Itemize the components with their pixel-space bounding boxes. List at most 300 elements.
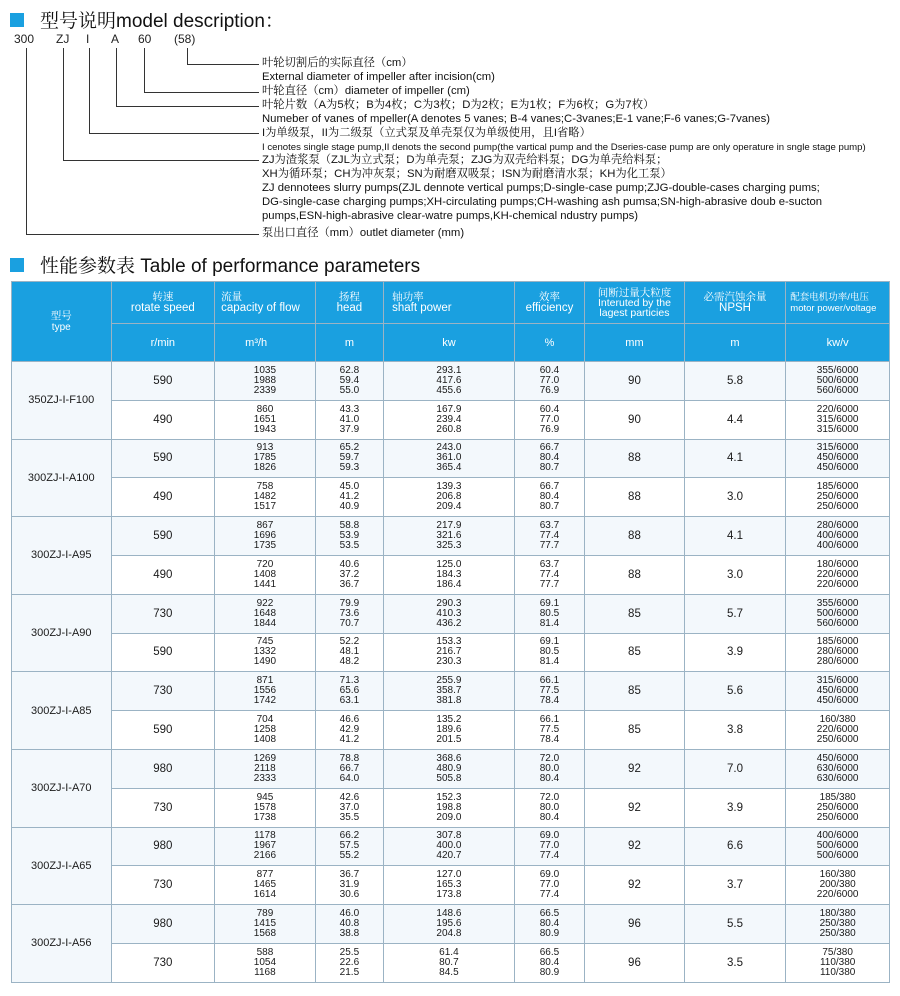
head-cell (315, 633, 383, 672)
cell-value: 365.4 (436, 462, 462, 474)
cell-value: 80.7 (439, 956, 459, 968)
cell-value: 204.8 (436, 928, 462, 940)
cell-value: 243.0 (436, 442, 462, 454)
unit-motor: kw/v (786, 324, 890, 362)
connector-line (187, 48, 188, 64)
cell-value: 37.9 (339, 423, 360, 435)
cell-value: 41.2 (339, 491, 360, 503)
unit-head: m (315, 324, 383, 362)
table-row (12, 439, 890, 478)
connector-line (116, 48, 117, 106)
cell-value: 42.9 (339, 724, 360, 736)
cell-value: 148.6 (436, 908, 462, 920)
cell-value: 52.2 (339, 636, 360, 648)
cell-value: 80.0 (539, 762, 560, 774)
table-row (12, 594, 890, 633)
cell-value: 2118 (254, 762, 276, 774)
square-bullet-icon (10, 13, 24, 27)
cell-value: 81.4 (539, 617, 560, 629)
efficiency-cell (514, 594, 584, 633)
motor-cell (786, 594, 890, 633)
cell-value: 290.3 (436, 597, 462, 609)
connector-line (144, 48, 145, 92)
efficiency-cell (514, 633, 584, 672)
cell-value: 877 (256, 869, 274, 881)
cell-value: 59.7 (339, 452, 360, 464)
cell-value: 860 (256, 403, 274, 415)
cell-value: 250/6000 (816, 811, 859, 823)
cell-value: 80.9 (539, 966, 560, 978)
cell-value: 201.5 (436, 734, 462, 746)
table-row (12, 788, 890, 827)
head-cell (315, 362, 383, 401)
cell-value: 57.5 (339, 840, 360, 852)
npsh-cell: 3.7 (684, 866, 786, 905)
head-cell (315, 517, 383, 556)
cell-value: 180/6000 (816, 558, 859, 570)
desc-pump-type-cn-1: ZJ为渣浆泵（ZJL为立式泵；D为单壳泵；ZJG为双壳给料泵；DG为单壳给料泵； (262, 154, 668, 166)
cell-value: 127.0 (436, 869, 462, 881)
cell-value: 80.4 (539, 772, 560, 784)
cell-value: 450/6000 (816, 752, 859, 764)
cell-value: 77.0 (539, 374, 560, 386)
cell-value: 321.6 (436, 530, 462, 542)
cell-value: 280/6000 (816, 656, 859, 668)
cell-value: 110/380 (819, 966, 856, 978)
cell-value: 560/6000 (816, 384, 859, 396)
header-head: 扬程 head (315, 282, 383, 324)
efficiency-cell (514, 478, 584, 517)
cell-value: 209.0 (436, 811, 462, 823)
table-row (12, 478, 890, 517)
speed-cell: 980 (111, 749, 215, 788)
model-cell: 300ZJ-I-A70 (12, 749, 112, 827)
particle-cell: 85 (585, 594, 685, 633)
cell-value: 2333 (253, 772, 277, 784)
cell-value: 66.1 (539, 675, 560, 687)
cell-value: 73.6 (339, 607, 360, 619)
power-cell (384, 905, 515, 944)
table-row (12, 711, 890, 750)
cell-value: 630/6000 (816, 762, 859, 774)
code-part-vanes: A (111, 32, 120, 46)
power-cell (384, 439, 515, 478)
head-cell (315, 672, 383, 711)
connector-line (63, 48, 64, 160)
cell-value: 70.7 (339, 617, 360, 629)
speed-cell: 490 (111, 555, 215, 594)
cell-value: 358.7 (436, 685, 462, 697)
cell-value: 53.5 (339, 540, 360, 552)
cell-value: 400/6000 (816, 530, 859, 542)
header-efficiency: 效率 efficiency (514, 282, 584, 324)
cell-value: 180/380 (819, 908, 856, 920)
cell-value: 78.8 (339, 752, 360, 764)
model-cell: 300ZJ-I-A65 (12, 827, 112, 905)
table-row (12, 672, 890, 711)
efficiency-cell (514, 827, 584, 866)
cell-value: 41.0 (339, 413, 360, 425)
table-row (12, 400, 890, 439)
cell-value: 455.6 (436, 384, 462, 396)
desc-stage-en: I cenotes single stage pump,II denots the second pump(the vartical pump and the Dseries-case pump are only operature in sngle stage pump) (262, 142, 866, 153)
head-cell (315, 594, 383, 633)
npsh-cell: 5.5 (684, 905, 786, 944)
cell-value: 76.9 (539, 384, 560, 396)
cell-value: 1568 (253, 928, 277, 940)
cell-value: 185/6000 (816, 636, 859, 648)
motor-cell (786, 827, 890, 866)
desc-impeller-diameter: 叶轮直径（cm）diameter of impeller (cm) (262, 85, 470, 97)
cell-value: 355/6000 (816, 364, 859, 376)
flow-cell (215, 555, 316, 594)
cell-value: 500/6000 (816, 840, 859, 852)
head-cell (315, 788, 383, 827)
efficiency-cell (514, 905, 584, 944)
motor-cell (786, 943, 890, 982)
cell-value: 230.3 (436, 656, 462, 668)
flow-cell (215, 633, 316, 672)
flow-cell (215, 866, 316, 905)
square-bullet-icon (10, 258, 24, 272)
cell-value: 400/6000 (816, 540, 859, 552)
cell-value: 30.6 (339, 889, 360, 901)
cell-value: 436.2 (436, 617, 462, 629)
cell-value: 195.6 (436, 918, 462, 930)
cell-value: 55.2 (339, 850, 360, 862)
cell-value: 66.2 (339, 830, 360, 842)
npsh-cell: 3.9 (684, 633, 786, 672)
flow-cell (215, 788, 316, 827)
cell-value: 220/6000 (816, 568, 859, 580)
npsh-cell: 6.6 (684, 827, 786, 866)
cell-value: 361.0 (436, 452, 462, 464)
speed-cell: 730 (111, 788, 215, 827)
motor-cell (786, 439, 890, 478)
cell-value: 173.8 (436, 889, 462, 901)
npsh-cell: 4.4 (684, 400, 786, 439)
table-body (12, 362, 890, 983)
cell-value: 35.5 (339, 811, 360, 823)
cell-value: 500/6000 (816, 374, 859, 386)
npsh-cell: 3.0 (684, 555, 786, 594)
cell-value: 220/6000 (816, 889, 859, 901)
cell-value: 758 (256, 481, 274, 493)
cell-value: 450/6000 (816, 685, 859, 697)
particle-cell: 88 (585, 517, 685, 556)
cell-value: 77.7 (539, 540, 560, 552)
power-cell (384, 827, 515, 866)
motor-cell (786, 749, 890, 788)
motor-cell (786, 633, 890, 672)
cell-value: 80.4 (539, 918, 560, 930)
cell-value: 165.3 (436, 879, 462, 891)
speed-cell: 730 (111, 943, 215, 982)
cell-value: 45.0 (339, 481, 360, 493)
cell-value: 185/380 (819, 791, 856, 803)
unit-flow: m³/h (215, 324, 316, 362)
cell-value: 1844 (253, 617, 277, 629)
heading-text: 型号说明model description： (40, 11, 284, 32)
cell-value: 65.6 (339, 685, 360, 697)
flow-cell (215, 827, 316, 866)
cell-value: 76.9 (539, 423, 560, 435)
efficiency-cell (514, 672, 584, 711)
code-part-diameter: 300 (14, 32, 35, 46)
cell-value: 185/6000 (816, 481, 859, 493)
cell-value: 220/6000 (816, 578, 859, 590)
power-cell (384, 633, 515, 672)
npsh-cell: 3.8 (684, 711, 786, 750)
connector-line (26, 234, 259, 235)
cell-value: 1578 (253, 801, 277, 813)
cell-value: 220/6000 (816, 724, 859, 736)
cell-value: 184.3 (436, 568, 462, 580)
cell-value: 63.1 (339, 695, 360, 707)
power-cell (384, 400, 515, 439)
desc-pump-type-en-3: pumps,ESN-high-abrasive clear-watre pumps,KH-chemical ndustry pumps) (262, 210, 639, 222)
unit-efficiency: % (514, 324, 584, 362)
unit-npsh: m (684, 324, 786, 362)
cell-value: 25.5 (339, 946, 360, 958)
cell-value: 1258 (253, 724, 277, 736)
cell-value: 66.5 (539, 908, 560, 920)
table-row (12, 866, 890, 905)
cell-value: 1465 (253, 879, 277, 891)
cell-value: 139.3 (436, 481, 462, 493)
model-cell: 300ZJ-I-A85 (12, 672, 112, 750)
particle-cell: 96 (585, 905, 685, 944)
particle-cell: 85 (585, 711, 685, 750)
cell-value: 1648 (253, 607, 277, 619)
cell-value: 945 (256, 791, 274, 803)
cell-value: 400.0 (436, 840, 462, 852)
code-part-type: ZJ (56, 32, 70, 46)
head-cell (315, 400, 383, 439)
cell-value: 250/6000 (816, 734, 859, 746)
head-cell (315, 711, 383, 750)
power-cell (384, 788, 515, 827)
speed-cell: 980 (111, 827, 215, 866)
cell-value: 871 (256, 675, 274, 687)
cell-value: 69.0 (539, 830, 560, 842)
particle-cell: 88 (585, 439, 685, 478)
cell-value: 325.3 (436, 540, 462, 552)
model-cell: 300ZJ-I-A95 (12, 517, 112, 595)
cell-value: 77.5 (539, 685, 560, 697)
cell-value: 40.6 (339, 558, 360, 570)
npsh-cell: 4.1 (684, 517, 786, 556)
cell-value: 75/380 (822, 946, 853, 958)
cell-value: 46.6 (339, 714, 360, 726)
connector-line (187, 64, 259, 65)
flow-cell (215, 439, 316, 478)
efficiency-cell (514, 517, 584, 556)
model-code-diagram (0, 26, 900, 248)
cell-value: 450/6000 (816, 695, 859, 707)
particle-cell: 92 (585, 827, 685, 866)
cell-value: 315/6000 (816, 442, 859, 454)
npsh-cell: 4.1 (684, 439, 786, 478)
cell-value: 167.9 (436, 403, 462, 415)
desc-stage-cn: I为单级泵，II为二级泵（立式泵及单壳泵仅为单级使用，且I省略） (262, 127, 591, 139)
cell-value: 200/380 (819, 879, 856, 891)
cell-value: 40.9 (339, 501, 360, 513)
cell-value: 37.2 (339, 568, 360, 580)
cell-value: 77.0 (539, 413, 560, 425)
desc-pump-type-en-1: ZJ dennotees slurry pumps(ZJL dennote vertical pumps;D-single-case pump;ZJG-double-cases charging pums; (262, 182, 820, 194)
cell-value: 1408 (253, 734, 277, 746)
flow-cell (215, 711, 316, 750)
cell-value: 69.1 (539, 597, 560, 609)
head-cell (315, 827, 383, 866)
cell-value: 60.4 (539, 403, 560, 415)
cell-value: 77.0 (539, 840, 560, 852)
cell-value: 79.9 (339, 597, 360, 609)
power-cell (384, 672, 515, 711)
cell-value: 2166 (253, 850, 277, 862)
cell-value: 63.7 (539, 520, 560, 532)
desc-pump-type-cn-2: XH为循环泵；CH为冲灰泵；SN为耐磨双吸泵；ISN为耐磨清水泵；KH为化工泵） (262, 168, 672, 180)
motor-cell (786, 478, 890, 517)
cell-value: 1988 (253, 374, 277, 386)
code-part-impeller: 60 (138, 32, 152, 46)
cell-value: 66.7 (539, 442, 560, 454)
cell-value: 66.5 (539, 946, 560, 958)
cell-value: 480.9 (436, 762, 462, 774)
power-cell (384, 866, 515, 905)
header-shaft-power: 轴功率 shaft power (384, 282, 515, 324)
cell-value: 560/6000 (816, 617, 859, 629)
cell-value: 1178 (254, 830, 276, 842)
cell-value: 42.6 (339, 791, 360, 803)
cell-value: 293.1 (436, 364, 462, 376)
efficiency-cell (514, 866, 584, 905)
cell-value: 55.0 (339, 384, 360, 396)
desc-vanes-en: Numeber of vanes of mpeller(A denotes 5 vanes; B-4 vanes;C-3vanes;E-1 vane;F-6 vanes;G-7vanes) (262, 113, 770, 125)
cell-value: 1696 (253, 530, 277, 542)
flow-cell (215, 749, 316, 788)
cell-value: 36.7 (339, 578, 360, 590)
cell-value: 1651 (253, 413, 277, 425)
cell-value: 78.4 (539, 734, 560, 746)
cell-value: 53.9 (339, 530, 360, 542)
unit-power: kw (384, 324, 515, 362)
particle-cell: 92 (585, 788, 685, 827)
desc-cut-diameter-en: External diameter of impeller after incision(cm) (262, 71, 495, 83)
cell-value: 186.4 (436, 578, 462, 590)
model-cell: 300ZJ-I-A100 (12, 439, 112, 517)
cell-value: 220/6000 (816, 403, 859, 415)
header-npsh: 必需汽蚀余量 NPSH (684, 282, 786, 324)
head-cell (315, 478, 383, 517)
cell-value: 250/6000 (816, 491, 859, 503)
cell-value: 77.0 (539, 879, 560, 891)
cell-value: 77.7 (539, 578, 560, 590)
cell-value: 84.5 (439, 966, 459, 978)
code-part-stage: I (86, 32, 90, 46)
power-cell (384, 517, 515, 556)
motor-cell (786, 517, 890, 556)
cell-value: 1332 (253, 646, 277, 658)
cell-value: 280/6000 (816, 520, 859, 532)
flow-cell (215, 905, 316, 944)
head-cell (315, 943, 383, 982)
flow-cell (215, 943, 316, 982)
cell-value: 1269 (253, 752, 277, 764)
cell-value: 63.7 (539, 558, 560, 570)
efficiency-cell (514, 362, 584, 401)
unit-speed: r/min (111, 324, 215, 362)
flow-cell (215, 362, 316, 401)
cell-value: 1735 (253, 540, 277, 552)
cell-value: 355/6000 (816, 597, 859, 609)
npsh-cell: 3.5 (684, 943, 786, 982)
header-motor: 配套电机功率/电压 motor power/voltage (786, 282, 890, 324)
cell-value: 505.8 (436, 772, 462, 784)
table-row (12, 905, 890, 944)
cell-value: 69.0 (539, 869, 560, 881)
head-cell (315, 905, 383, 944)
power-cell (384, 943, 515, 982)
efficiency-cell (514, 749, 584, 788)
particle-cell: 85 (585, 672, 685, 711)
cell-value: 65.2 (339, 442, 360, 454)
cell-value: 1614 (253, 889, 277, 901)
cell-value: 66.1 (539, 714, 560, 726)
particle-cell: 88 (585, 555, 685, 594)
table-row (12, 517, 890, 556)
cell-value: 239.4 (436, 413, 462, 425)
cell-value: 40.8 (339, 918, 360, 930)
cell-value: 217.9 (436, 520, 462, 532)
cell-value: 1556 (253, 685, 277, 697)
cell-value: 381.8 (436, 695, 462, 707)
desc-vanes-cn: 叶轮片数（A为5枚；B为4枚；C为3枚；D为2枚；E为1枚；F为6枚；G为7枚） (262, 99, 655, 111)
cell-value: 41.2 (339, 734, 360, 746)
cell-value: 64.0 (339, 772, 360, 784)
cell-value: 720 (256, 558, 274, 570)
efficiency-cell (514, 555, 584, 594)
cell-value: 66.7 (539, 481, 560, 493)
connector-line (63, 160, 259, 161)
motor-cell (786, 866, 890, 905)
power-cell (384, 555, 515, 594)
cell-value: 450/6000 (816, 452, 859, 464)
efficiency-cell (514, 711, 584, 750)
cell-value: 135.2 (436, 714, 462, 726)
cell-value: 77.4 (539, 530, 560, 542)
speed-cell: 590 (111, 633, 215, 672)
cell-value: 189.6 (436, 724, 462, 736)
cell-value: 59.3 (339, 462, 360, 474)
cell-value: 72.0 (539, 791, 560, 803)
cell-value: 80.5 (539, 607, 560, 619)
power-cell (384, 478, 515, 517)
cell-value: 745 (256, 636, 274, 648)
particle-cell: 90 (585, 400, 685, 439)
desc-outlet-diameter: 泵出口直径（mm）outlet diameter (mm) (262, 227, 465, 239)
cell-value: 260.8 (436, 423, 462, 435)
desc-pump-type-en-2: DG-single-case charging pumps;XH-circulating pumps;CH-washing ash pumsa;SN-high-abrasive doub e-sucton (262, 196, 823, 208)
speed-cell: 590 (111, 517, 215, 556)
table-row (12, 749, 890, 788)
cell-value: 77.4 (539, 889, 560, 901)
particle-cell: 96 (585, 943, 685, 982)
npsh-cell: 3.9 (684, 788, 786, 827)
cell-value: 368.6 (436, 752, 462, 764)
cell-value: 420.7 (436, 850, 462, 862)
